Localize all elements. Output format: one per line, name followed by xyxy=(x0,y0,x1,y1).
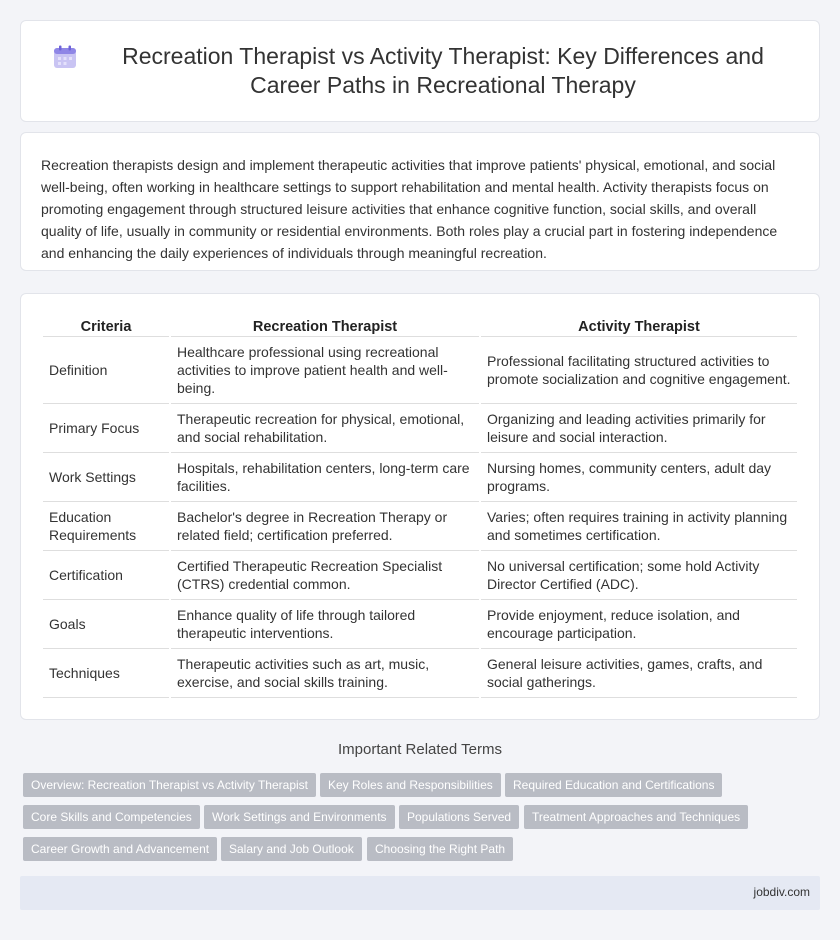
activity-therapist-cell: No universal certification; some hold Activity Director Certified (ADC). xyxy=(480,550,797,599)
table-header-row xyxy=(43,308,797,336)
row-criteria: Certification xyxy=(43,550,170,599)
related-term-tag[interactable]: Required Education and Certifications xyxy=(505,773,722,797)
row-criteria: Work Settings xyxy=(43,452,170,501)
table-row xyxy=(43,550,797,599)
related-terms-heading: Important Related Terms xyxy=(338,741,502,758)
recreation-therapist-cell: Therapeutic activities such as art, music, exercise, and social skills training. xyxy=(170,648,480,697)
related-term-tag[interactable]: Salary and Job Outlook xyxy=(221,837,362,861)
row-criteria: Techniques xyxy=(43,648,170,697)
comparison-table xyxy=(43,308,797,698)
footer xyxy=(20,876,820,910)
related-term-tag[interactable]: Core Skills and Competencies xyxy=(23,805,200,829)
activity-therapist-cell: Organizing and leading activities primarily for leisure and social interaction. xyxy=(480,403,797,452)
related-term-tag[interactable]: Choosing the Right Path xyxy=(367,837,513,861)
column-header-activity-therapist: Activity Therapist xyxy=(480,308,797,336)
table-row xyxy=(43,599,797,648)
row-criteria: Definition xyxy=(43,336,170,403)
comparison-table-card xyxy=(20,293,820,720)
related-term-tag[interactable]: Populations Served xyxy=(399,805,519,829)
intro-paragraph: Recreation therapists design and implement therapeutic activities that improve patients' physical, emotional, and social well-being, often working in healthcare settings to support rehabilitation and mental health. Activity therapists focus on promoting engagement through structured leisure activities that enhance cognitive function, social skills, and overall quality of life, usually in community or residential environments. Both roles play a crucial part in fostering independence and enhancing the daily experiences of individuals through meaningful recreation. xyxy=(41,157,778,261)
recreation-therapist-cell: Enhance quality of life through tailored therapeutic interventions. xyxy=(170,599,480,648)
related-term-tag[interactable]: Career Growth and Advancement xyxy=(23,837,217,861)
footer-site-link[interactable]: jobdiv.com xyxy=(753,885,810,899)
related-term-tag[interactable]: Overview: Recreation Therapist vs Activity Therapist xyxy=(23,773,316,797)
header-card xyxy=(20,20,820,122)
row-criteria: Primary Focus xyxy=(43,403,170,452)
activity-therapist-cell: Provide enjoyment, reduce isolation, and encourage participation. xyxy=(480,599,797,648)
activity-therapist-cell: General leisure activities, games, crafts, and social gatherings. xyxy=(480,648,797,697)
table-row xyxy=(43,648,797,697)
recreation-therapist-cell: Therapeutic recreation for physical, emotional, and social rehabilitation. xyxy=(170,403,480,452)
table-row xyxy=(43,501,797,550)
column-header-criteria: Criteria xyxy=(43,308,170,336)
row-criteria: Education Requirements xyxy=(43,501,170,550)
related-term-tag[interactable]: Key Roles and Responsibilities xyxy=(320,773,501,797)
table-row xyxy=(43,452,797,501)
column-header-recreation-therapist: Recreation Therapist xyxy=(170,308,480,336)
recreation-therapist-cell: Bachelor's degree in Recreation Therapy or related field; certification preferred. xyxy=(170,501,480,550)
related-term-tag[interactable]: Treatment Approaches and Techniques xyxy=(524,805,748,829)
related-term-tag[interactable]: Work Settings and Environments xyxy=(204,805,395,829)
activity-therapist-cell: Varies; often requires training in activity planning and sometimes certification. xyxy=(480,501,797,550)
recreation-therapist-cell: Healthcare professional using recreational activities to improve patient health and well-being. xyxy=(170,336,480,403)
table-row xyxy=(43,336,797,403)
activity-therapist-cell: Nursing homes, community centers, adult day programs. xyxy=(480,452,797,501)
recreation-therapist-cell: Hospitals, rehabilitation centers, long-term care facilities. xyxy=(170,452,480,501)
recreation-therapist-cell: Certified Therapeutic Recreation Specialist (CTRS) credential common. xyxy=(170,550,480,599)
table-row xyxy=(43,403,797,452)
activity-therapist-cell: Professional facilitating structured activities to promote socialization and cognitive engagement. xyxy=(480,336,797,403)
calendar-grid-icon xyxy=(52,44,78,70)
intro-card xyxy=(20,132,820,271)
page-title: Recreation Therapist vs Activity Therapist: Key Differences and Career Paths in Recreational Therapy xyxy=(122,43,764,98)
row-criteria: Goals xyxy=(43,599,170,648)
